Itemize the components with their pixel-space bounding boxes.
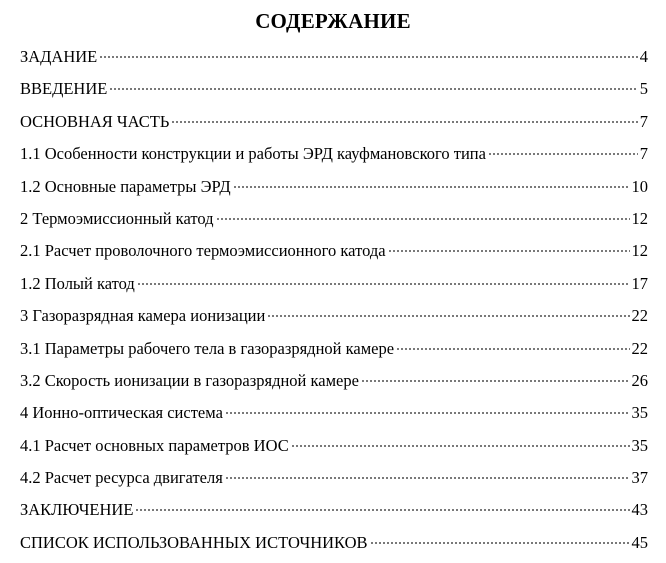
toc-entry-page: 17 [631, 273, 648, 293]
toc-entry [20, 76, 648, 108]
toc-entry-label: 4 Ионно-оптическая система [20, 403, 223, 423]
toc-entry [20, 174, 648, 206]
toc-leader-dots [488, 153, 638, 155]
toc-entry-label: 4.2 Расчет ресурса двигателя [20, 468, 223, 488]
toc-entry-page: 45 [631, 532, 648, 552]
toc-entry-label: 1.1 Особенности конструкции и работы ЭРД кауфмановского типа [20, 144, 486, 164]
toc-entry [20, 141, 648, 173]
toc-leader-dots [225, 477, 630, 479]
toc-leader-dots [396, 348, 629, 350]
toc-leader-dots [388, 250, 630, 252]
toc-entry-label: СПИСОК ИСПОЛЬЗОВАННЫХ ИСТОЧНИКОВ [20, 532, 368, 552]
toc-leader-dots [109, 88, 637, 90]
toc-entry [20, 206, 648, 238]
toc-leader-dots [216, 218, 630, 220]
toc-entry-page: 35 [631, 403, 648, 423]
toc-entry-label: 4.1 Расчет основных параметров ИОС [20, 435, 289, 455]
toc-entry-label: 1.2 Основные параметры ЭРД [20, 176, 231, 196]
toc-entry-label: 3.1 Параметры рабочего тела в газоразрядной камере [20, 338, 395, 358]
toc-entry-page: 35 [631, 435, 648, 455]
toc-entry-page: 10 [631, 176, 648, 196]
toc-leader-dots [291, 445, 630, 447]
toc-list [20, 44, 648, 562]
toc-entry [20, 400, 648, 432]
toc-title: СОДЕРЖАНИЕ [255, 9, 411, 33]
toc-entry [20, 271, 648, 303]
toc-entry-label: 1.2 Полый катод [20, 273, 135, 293]
toc-entry-page: 12 [631, 208, 648, 228]
toc-entry [20, 336, 648, 368]
toc-entry-page: 5 [639, 79, 648, 99]
toc-entry [20, 497, 648, 529]
toc-leader-dots [225, 412, 630, 414]
toc-leader-dots [171, 121, 637, 123]
toc-entry-label: ОСНОВНАЯ ЧАСТЬ [20, 111, 170, 131]
toc-entry-label: ЗАДАНИЕ [20, 47, 98, 66]
toc-entry-page: 22 [631, 338, 648, 358]
toc-entry-label: 2 Термоэмиссионный катод [20, 208, 214, 228]
toc-entry [20, 44, 648, 76]
toc-entry-label: 3.2 Скорость ионизации в газоразрядной камере [20, 370, 359, 390]
toc-entry [20, 303, 648, 335]
toc-entry [20, 433, 648, 465]
toc-entry-page: 43 [631, 500, 648, 520]
toc-entry [20, 465, 648, 497]
toc-leader-dots [267, 315, 629, 317]
toc-entry-page: 4 [639, 47, 648, 66]
toc-entry-label: ЗАКЛЮЧЕНИЕ [20, 500, 134, 520]
toc-entry-page: 12 [631, 241, 648, 261]
toc-leader-dots [361, 380, 630, 382]
toc-entry-page: 37 [631, 468, 648, 488]
toc-leader-dots [137, 283, 630, 285]
toc-entry [20, 238, 648, 270]
toc-entry-page: 7 [639, 111, 648, 131]
toc-entry-page: 7 [639, 144, 648, 164]
toc-entry-label: 3 Газоразрядная камера ионизации [20, 306, 266, 326]
toc-entry-page: 22 [631, 306, 648, 326]
toc-entry-page: 26 [631, 370, 648, 390]
toc-entry [20, 368, 648, 400]
toc-entry [20, 530, 648, 562]
toc-leader-dots [135, 509, 629, 511]
toc-entry-label: ВВЕДЕНИЕ [20, 79, 108, 99]
toc-leader-dots [99, 56, 637, 58]
toc-leader-dots [233, 186, 630, 188]
toc-entry [20, 109, 648, 141]
toc-entry-label: 2.1 Расчет проволочного термоэмиссионного катода [20, 241, 386, 261]
toc-leader-dots [370, 542, 630, 544]
